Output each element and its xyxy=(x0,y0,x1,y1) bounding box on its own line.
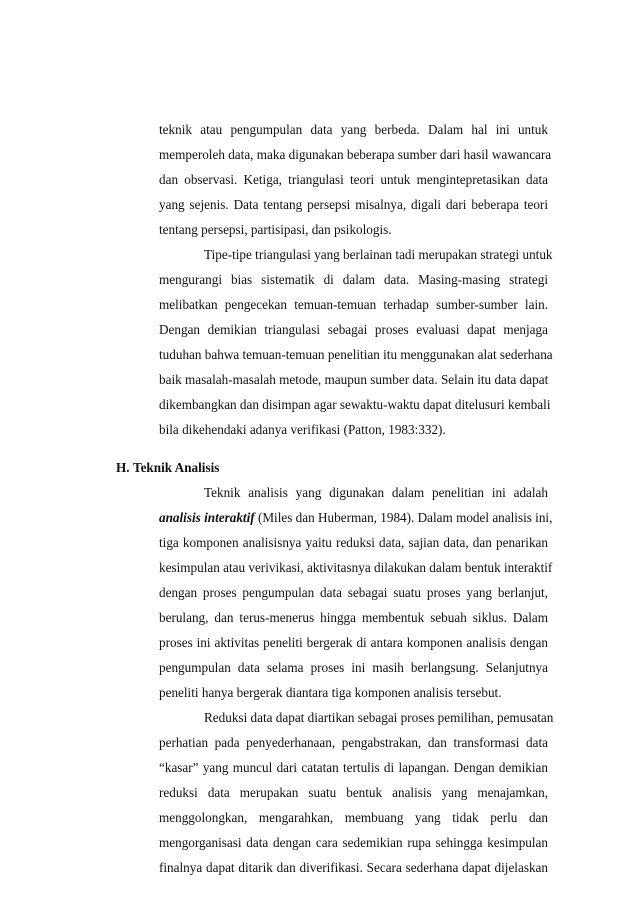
section-title: Teknik Analisis xyxy=(133,460,220,475)
text-line: mengorganisasi data dengan cara sedemikian rupa sehingga kesimpulan xyxy=(159,835,548,850)
text-line: berulang, dan terus-menerus hingga membentuk sebuah siklus. Dalam xyxy=(159,610,548,625)
text-line: mengurangi bias sistematik di dalam data. Masing-masing strategi xyxy=(159,272,548,287)
text-line: Tipe-tipe triangulasi yang berlainan tadi merupakan strategi untuk xyxy=(204,247,553,262)
section-heading xyxy=(116,460,219,476)
text-line xyxy=(159,510,553,526)
text-line: dengan proses pengumpulan data sebagai suatu proses yang berlanjut, xyxy=(159,585,548,600)
text-line: dan observasi. Ketiga, triangulasi teori untuk mengintepretasikan data xyxy=(159,172,548,187)
text-line: yang sejenis. Data tentang persepsi misalnya, digali dari beberapa teori xyxy=(159,197,548,212)
text-line: pengumpulan data selama proses ini masih berlangsung. Selanjutnya xyxy=(159,660,548,675)
text-line: “kasar” yang muncul dari catatan tertulis di lapangan. Dengan demikian xyxy=(159,760,548,775)
text-line: tuduhan bahwa temuan-temuan penelitian itu menggunakan alat sederhana xyxy=(159,347,553,362)
text-line: perhatian pada penyederhanaan, pengabstrakan, dan transformasi data xyxy=(159,735,548,750)
text-line: kesimpulan atau verivikasi, aktivitasnya dilakukan dalam bentuk interaktif xyxy=(159,560,553,575)
text-line: reduksi data merupakan suatu bentuk analisis yang menajamkan, xyxy=(159,785,548,800)
text-line: peneliti hanya bergerak diantara tiga komponen analisis tersebut. xyxy=(159,685,502,700)
text-line: memperoleh data, maka digunakan beberapa sumber dari hasil wawancara xyxy=(159,147,552,162)
text-line: finalnya dapat ditarik dan diverifikasi. Secara sederhana dapat dijelaskan xyxy=(159,860,548,875)
text-line: dikembangkan dan disimpan agar sewaktu-waktu dapat ditelusuri kembali xyxy=(159,397,551,412)
text-segment: (Miles dan Huberman, 1984). Dalam model analisis ini, xyxy=(254,510,553,525)
text-line: menggolongkan, mengarahkan, membuang yang tidak perlu dan xyxy=(159,810,548,825)
text-line: tiga komponen analisisnya yaitu reduksi data, sajian data, dan penarikan xyxy=(159,535,548,550)
emphasis-term: analisis interaktif xyxy=(159,510,255,525)
text-line: proses ini aktivitas peneliti bergerak di antara komponen analisis dengan xyxy=(159,635,548,650)
text-line: Dengan demikian triangulasi sebagai proses evaluasi dapat menjaga xyxy=(159,322,548,337)
text-line: Teknik analisis yang digunakan dalam penelitian ini adalah xyxy=(204,485,548,500)
text-line: melibatkan pengecekan temuan-temuan terhadap sumber-sumber lain. xyxy=(159,297,548,312)
text-line: teknik atau pengumpulan data yang berbeda. Dalam hal ini untuk xyxy=(159,122,548,137)
text-line: Reduksi data dapat diartikan sebagai proses pemilihan, pemusatan xyxy=(204,710,554,725)
text-line: tentang persepsi, partisipasi, dan psikologis. xyxy=(159,222,392,237)
text-line: baik masalah-masalah metode, maupun sumber data. Selain itu data dapat xyxy=(159,372,549,387)
text-line: bila dikehendaki adanya verifikasi (Patton, 1983:332). xyxy=(159,422,446,437)
section-letter: H. xyxy=(116,460,130,475)
